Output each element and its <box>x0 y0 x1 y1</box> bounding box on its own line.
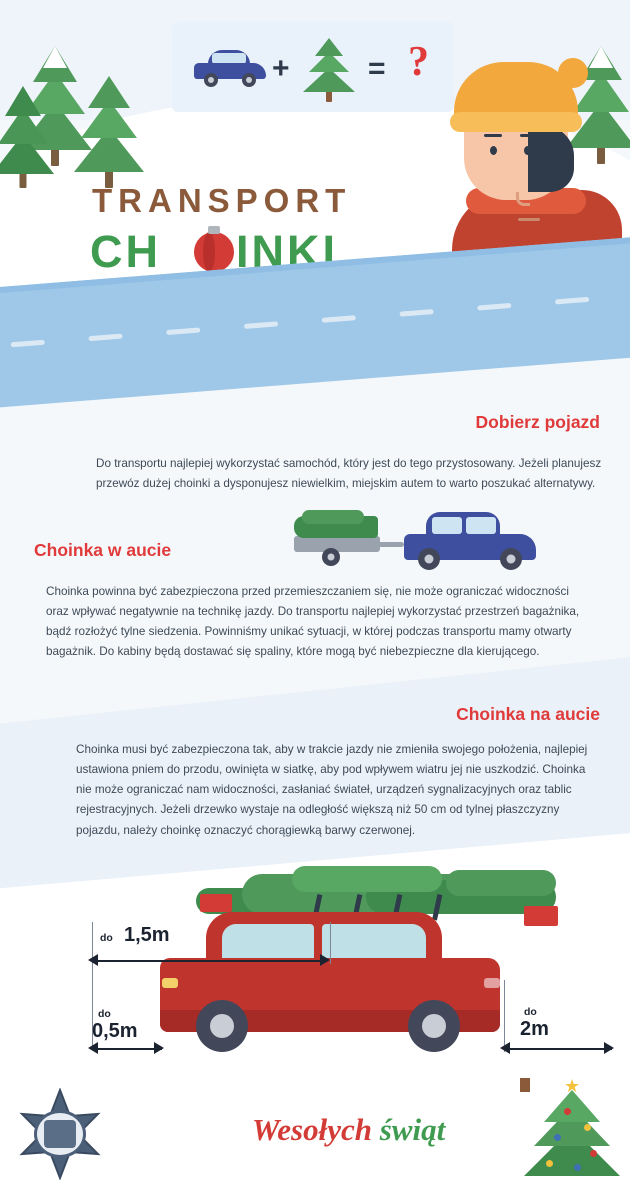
car-wheel-front <box>418 548 440 570</box>
police-star-badge-icon <box>14 1088 106 1184</box>
measure-ground-value: 0,5m <box>92 1020 138 1042</box>
measure-rear-value: 2m <box>520 1018 549 1040</box>
greeting-word-1: Wesołych <box>252 1112 372 1147</box>
section-body-3: Choinka musi być zabezpieczona tak, aby w trakcie jazdy nie zmieniła swojego położenia, najlepiej ustawiona pniem do przodu, owinięta w siatkę, aby pod wpływem wiatru jej nie uszkodzić. Choinka nie może ograniczać nam widoczności, zasłaniać świateł, urządzeń sygnalizacyjnych oraz tablic rejestracyjnych. Jeżeli drzewko wystaje na odległość większą niż 50 cm od tylnej płaszczyzny pojazdu, należy choinkę oznaczyć chorągiewką barwy czerwonej. <box>76 743 588 837</box>
christmas-bauble-icon <box>194 232 234 272</box>
equation-equals: = <box>368 52 386 85</box>
equation-card <box>172 22 454 112</box>
bauble-icon <box>554 1134 561 1141</box>
trailer-hitch <box>376 542 404 547</box>
badge-emblem <box>44 1120 76 1148</box>
measure-front-prefix: do <box>100 932 113 944</box>
car-with-trailer-illustration <box>288 508 538 572</box>
bauble-icon <box>590 1150 597 1157</box>
bauble-icon <box>564 1108 571 1115</box>
car-window-rear <box>466 517 496 534</box>
page-title-line1: TRANSPORT <box>92 182 352 219</box>
bauble-icon <box>574 1164 581 1171</box>
car-with-tree-on-roof-diagram <box>0 860 630 1100</box>
page-title-line2-after: INKI <box>236 226 338 277</box>
red-car-wheel-front <box>196 1000 248 1052</box>
section-body-2: Choinka powinna być zabezpieczona przed przemieszczaniem się, nie może ograniczać widoczności oraz wpływać negatywnie na technikę jazdy. Do transportu najlepiej wykorzystać przestrzeń bagażnika, bądź rozłożyć tylne siedzenia. Powinniśmy unikać sytuacji, w której podczas transportu mamy otwarty bagażnik. Do kabiny będą dostawać się spaliny, które mogą być niebezpieczne dla kierującego. <box>46 585 580 659</box>
section-heading-3: Choinka na aucie <box>456 704 600 724</box>
greeting-word-2: świąt <box>379 1112 446 1147</box>
footer-greeting <box>252 1112 445 1148</box>
section-heading-1: Dobierz pojazd <box>475 412 600 432</box>
red-car-wheel-rear <box>408 1000 460 1052</box>
car-wheel-rear <box>500 548 522 570</box>
measure-ground-prefix: do <box>98 1008 111 1020</box>
blue-car-icon <box>192 48 268 88</box>
measure-front-value: 1,5m <box>124 924 170 946</box>
measure-rear-prefix: do <box>524 1006 537 1018</box>
equation-question-mark: ? <box>408 39 429 85</box>
red-warning-flag-left-icon <box>200 894 232 912</box>
page-title-line2-before: CH <box>90 226 161 277</box>
trailer-wheel <box>322 548 340 566</box>
fir-tree-icon <box>74 72 144 184</box>
tree-star-icon: ★ <box>564 1076 581 1096</box>
section-body-1: Do transportu najlepiej wykorzystać samochód, który jest do tego przystosowany. Jeżeli planujesz przewóz dużej choinki a dysponujesz niewielkim, miejskim autem to warto poszukać alternatywy. <box>96 457 602 491</box>
fir-tree-icon <box>298 38 360 100</box>
bauble-cap-icon <box>208 226 220 234</box>
headlight-icon <box>162 978 178 988</box>
fir-tree-on-trailer-top-icon <box>302 510 364 524</box>
person-hat-pompom <box>558 58 588 88</box>
fir-tree-icon <box>0 84 54 184</box>
taillight-icon <box>484 978 500 988</box>
person-hat-brim <box>450 112 582 132</box>
person-hair <box>528 126 574 192</box>
section-heading-2: Choinka w aucie <box>34 540 172 560</box>
decorated-christmas-tree-icon <box>520 1078 624 1190</box>
equation-plus: + <box>272 52 290 85</box>
red-warning-flag-right-icon <box>524 906 558 926</box>
bauble-icon <box>584 1124 591 1131</box>
bauble-icon <box>546 1160 553 1167</box>
car-window-front <box>432 517 462 534</box>
